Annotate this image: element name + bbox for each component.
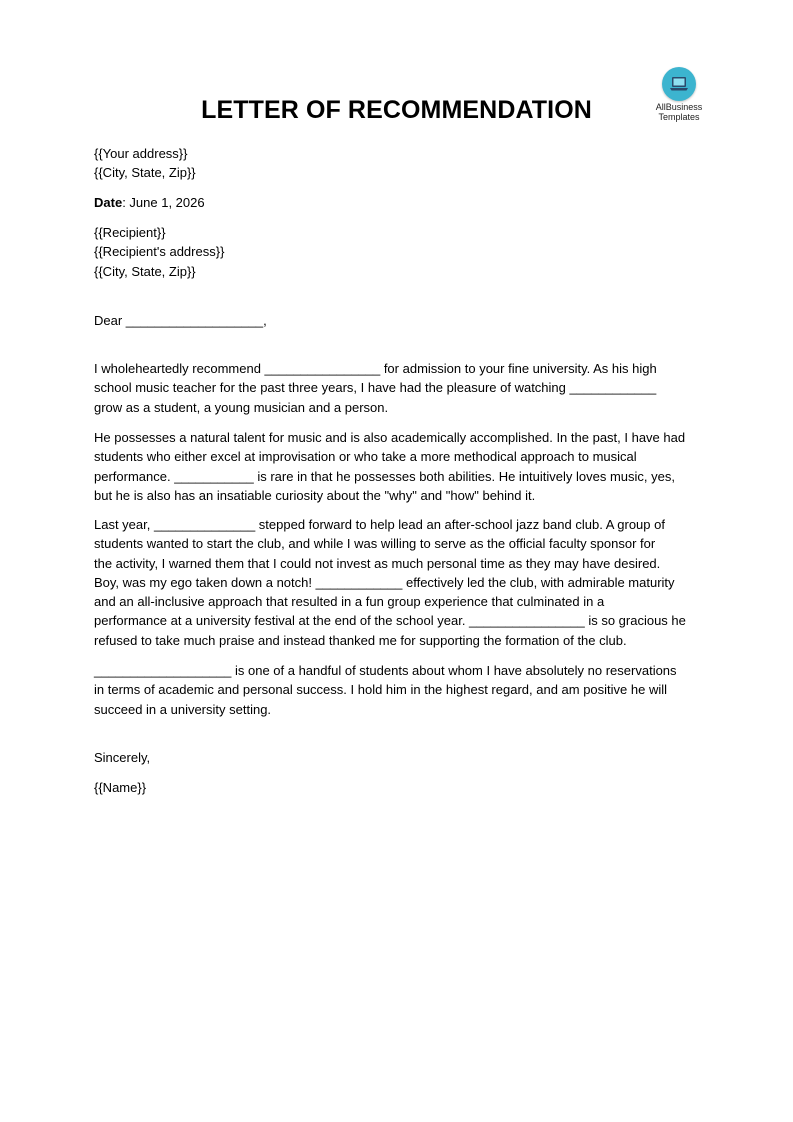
date-line: Date: June 1, 2026 — [94, 195, 205, 210]
signature-name: {{Name}} — [94, 780, 147, 795]
logo-text: AllBusiness Templates — [655, 102, 703, 122]
paragraph-line: students who either excel at improvisation or who take a more methodical approach to musical — [94, 449, 637, 465]
paragraph-line: Boy, was my ego taken down a notch! ____________ effectively led the club, with admirable maturity — [94, 574, 675, 590]
recipient-address: {{Recipient's address}} — [94, 244, 225, 260]
paragraph-line: but he is also has an insatiable curiosity about the "why" and "how" behind it. — [94, 487, 536, 503]
paragraph-3 — [94, 515, 706, 650]
salutation — [94, 311, 706, 330]
signature — [94, 778, 706, 797]
paragraph-line: He possesses a natural talent for music and is also academically accomplished. In the past, I have had — [94, 430, 686, 445]
recipient-name: {{Recipient}} — [94, 225, 166, 240]
recipient-block — [94, 223, 706, 281]
paragraph-4 — [94, 661, 706, 719]
paragraph-1 — [94, 359, 706, 417]
closing — [94, 748, 706, 767]
paragraph-line: ___________________ is one of a handful of students about whom I have absolutely no reservations — [94, 663, 677, 678]
paragraph-line: refused to take much praise and instead thanked me for supporting the formation of the club. — [94, 632, 627, 648]
paragraph-line: grow as a student, a young musician and a person. — [94, 399, 389, 415]
sender-address: {{Your address}} — [94, 146, 188, 161]
paragraph-line: succeed in a university setting. — [94, 701, 272, 717]
closing-text: Sincerely, — [94, 750, 151, 765]
paragraph-line: Last year, ______________ stepped forward to help lead an after-school jazz band club. A group of — [94, 517, 665, 532]
letter-title: LETTER OF RECOMMENDATION — [201, 96, 592, 124]
paragraph-line: students wanted to start the club, and while I was willing to serve as the official faculty sponsor for — [94, 536, 656, 552]
sender-block — [94, 144, 706, 183]
paragraph-line: performance. ___________ is rare in that he possesses both abilities. He intuitively loves music, yes, — [94, 468, 675, 484]
date-value: June 1, 2026 — [125, 195, 205, 210]
paragraph-line: the activity, I warned them that I could not invest as much personal time as they may have desired. — [94, 555, 661, 571]
paragraph-line: in terms of academic and personal success. I hold him in the highest regard, and am positive he will — [94, 682, 668, 698]
paragraph-line: performance at a university festival at the end of the school year. ________________ is so gracious he — [94, 613, 686, 629]
sender-city: {{City, State, Zip}} — [94, 165, 196, 181]
paragraph-2 — [94, 428, 706, 505]
date-label: Date — [94, 195, 123, 210]
paragraph-line: I wholeheartedly recommend ________________ for admission to your fine university. As his high — [94, 361, 657, 376]
paragraph-line: and an all-inclusive approach that resulted in a fun group experience that culminated in a — [94, 594, 605, 610]
paragraph-line: school music teacher for the past three years, I have had the pleasure of watching ____________ — [94, 380, 657, 396]
recipient-city: {{City, State, Zip}} — [94, 263, 196, 279]
salutation-text: Dear ___________________, — [94, 313, 267, 328]
